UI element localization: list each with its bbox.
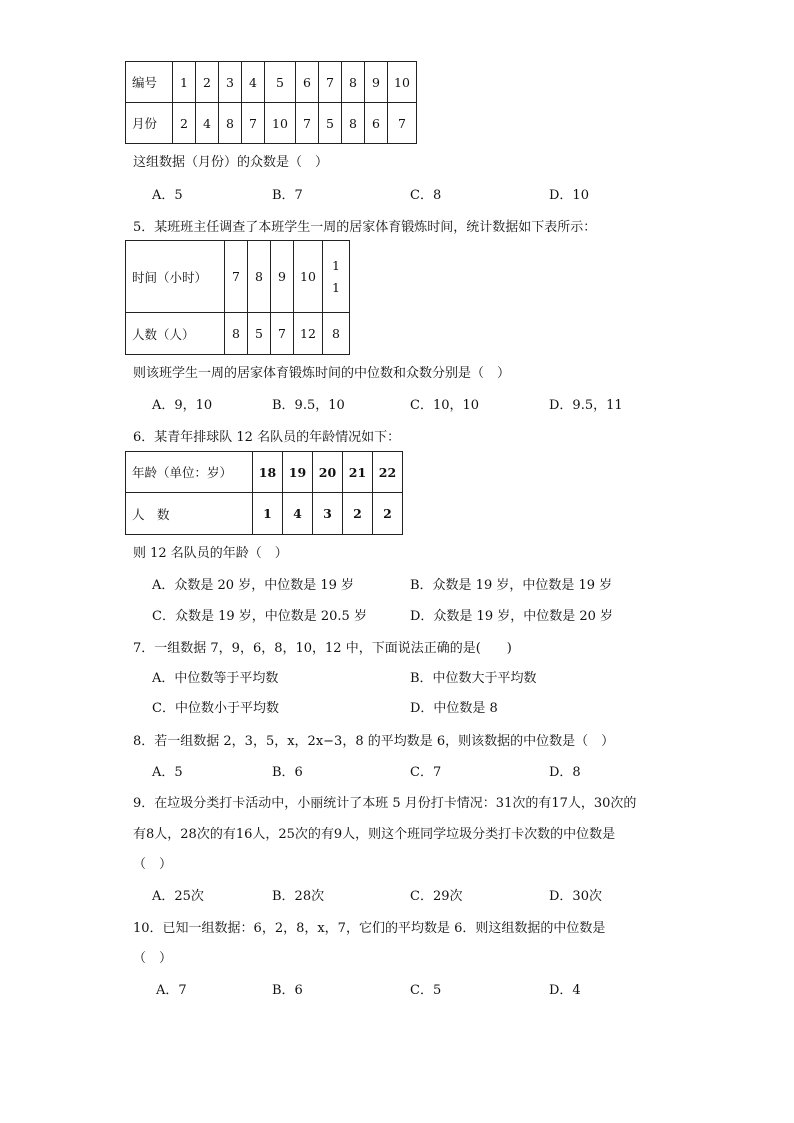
table-cell: 9 [271, 241, 294, 313]
option-b: B．6 [272, 983, 303, 998]
table-header-cell: 人数（人） [126, 313, 225, 355]
option-a: A．25次 [152, 889, 204, 904]
table-cell: 6 [296, 62, 319, 103]
table-cell: 5 [265, 62, 296, 103]
table-cell: 18 [253, 452, 283, 493]
table-cell: 10 [294, 241, 323, 313]
table-cell: 1 [173, 62, 196, 103]
question-9-line-2: 有8人，28次的有16人，25次的有9人，则这个班同学垃圾分类打卡次数的中位数是 [133, 827, 616, 842]
table-cell: 21 [343, 452, 373, 493]
option-a: A．5 [152, 188, 183, 203]
question-6-text: 则 12 名队员的年龄（ ） [133, 546, 288, 561]
table-cell: 22 [373, 452, 403, 493]
table-header-cell: 编号 [126, 62, 173, 103]
split-digit: 1 [332, 257, 340, 273]
option-a: A．5 [152, 765, 183, 780]
table-cell: 12 [294, 313, 323, 355]
question-9-line-1: 9．在垃圾分类打卡活动中，小丽统计了本班 5 月份打卡情况：31次的有17人，30次的 [133, 796, 637, 811]
table-cell: 3 [219, 62, 242, 103]
option-d: D．4 [549, 983, 581, 998]
table-q5 [125, 240, 350, 355]
table-cell: 20 [313, 452, 343, 493]
question-8-stem: 8．若一组数据 2，3，5，x，2x−3，8 的平均数是 6，则该数据的中位数是（ ） [133, 734, 615, 749]
question-5-text: 则该班学生一周的居家体育锻炼时间的中位数和众数分别是（ ） [133, 366, 511, 381]
option-a: A．中位数等于平均数 [152, 671, 279, 686]
option-d: D．众数是 19 岁，中位数是 20 岁 [410, 609, 614, 624]
option-b: B．中位数大于平均数 [410, 671, 537, 686]
question-6-stem: 6．某青年排球队 12 名队员的年龄情况如下： [133, 430, 401, 445]
table-cell: 7 [319, 62, 342, 103]
table-q4 [125, 61, 417, 144]
table-cell: 4 [196, 103, 219, 144]
table-cell: 7 [225, 241, 248, 313]
option-b: B．7 [272, 188, 303, 203]
question-10-line-2: （ ） [133, 951, 173, 966]
option-a: A．7 [156, 983, 187, 998]
question-4-stem: 这组数据（月份）的众数是（ ） [133, 155, 329, 170]
option-d: D．8 [549, 765, 581, 780]
table-cell: 2 [196, 62, 219, 103]
table-cell: 7 [242, 103, 265, 144]
table-cell: 10 [265, 103, 296, 144]
option-d: D．中位数是 8 [410, 701, 498, 716]
option-c: C．5 [410, 983, 442, 998]
option-d: D．9.5，11 [549, 398, 623, 413]
option-b: B．9.5，10 [272, 398, 345, 413]
option-c: C．众数是 19 岁，中位数是 20.5 岁 [152, 609, 367, 624]
table-cell: 5 [319, 103, 342, 144]
option-b: B．6 [272, 765, 303, 780]
option-c: C．10，10 [410, 398, 480, 413]
option-c: C．7 [410, 765, 442, 780]
option-c: C．8 [410, 188, 442, 203]
option-c: C．29次 [410, 889, 463, 904]
option-b: B．28次 [272, 889, 325, 904]
table-cell: 8 [219, 103, 242, 144]
option-d: D．30次 [549, 889, 602, 904]
question-9-line-3: （ ） [133, 857, 173, 872]
question-10-line-1: 10．已知一组数据：6，2，8，x，7，它们的平均数是 6．则这组数据的中位数是 [133, 921, 606, 936]
table-cell: 19 [283, 452, 313, 493]
table-cell: 2 [343, 493, 373, 535]
table-cell: 5 [248, 313, 271, 355]
table-cell: 4 [242, 62, 265, 103]
table-cell [323, 241, 350, 313]
table-cell: 7 [271, 313, 294, 355]
table-header-cell: 月份 [126, 103, 173, 144]
table-cell: 10 [388, 62, 417, 103]
table-cell: 4 [283, 493, 313, 535]
table-cell: 8 [342, 62, 365, 103]
option-b: B．众数是 19 岁，中位数是 19 岁 [410, 578, 613, 593]
question-7-stem: 7．一组数据 7，9，6，8，10，12 中，下面说法正确的是( ) [133, 641, 512, 656]
table-cell: 8 [225, 313, 248, 355]
table-cell: 8 [323, 313, 350, 355]
option-a: A．9，10 [152, 398, 213, 413]
option-d: D．10 [549, 188, 589, 203]
table-header-cell: 时间（小时） [126, 241, 225, 313]
question-5-stem: 5．某班班主任调查了本班学生一周的居家体育锻炼时间，统计数据如下表所示： [133, 220, 597, 235]
table-cell: 9 [365, 62, 388, 103]
table-cell: 3 [313, 493, 343, 535]
table-cell: 8 [248, 241, 271, 313]
option-a: A．众数是 20 岁，中位数是 19 岁 [152, 578, 355, 593]
table-cell: 1 [253, 493, 283, 535]
table-cell: 8 [342, 103, 365, 144]
table-header-cell: 年龄（单位：岁） [126, 452, 253, 493]
split-digit: 1 [332, 279, 340, 295]
table-cell: 7 [388, 103, 417, 144]
table-cell: 6 [365, 103, 388, 144]
table-cell: 2 [173, 103, 196, 144]
option-c: C．中位数小于平均数 [152, 701, 279, 716]
table-header-cell: 人 数 [126, 493, 253, 535]
table-cell: 7 [296, 103, 319, 144]
table-cell: 2 [373, 493, 403, 535]
table-q6 [125, 451, 403, 535]
